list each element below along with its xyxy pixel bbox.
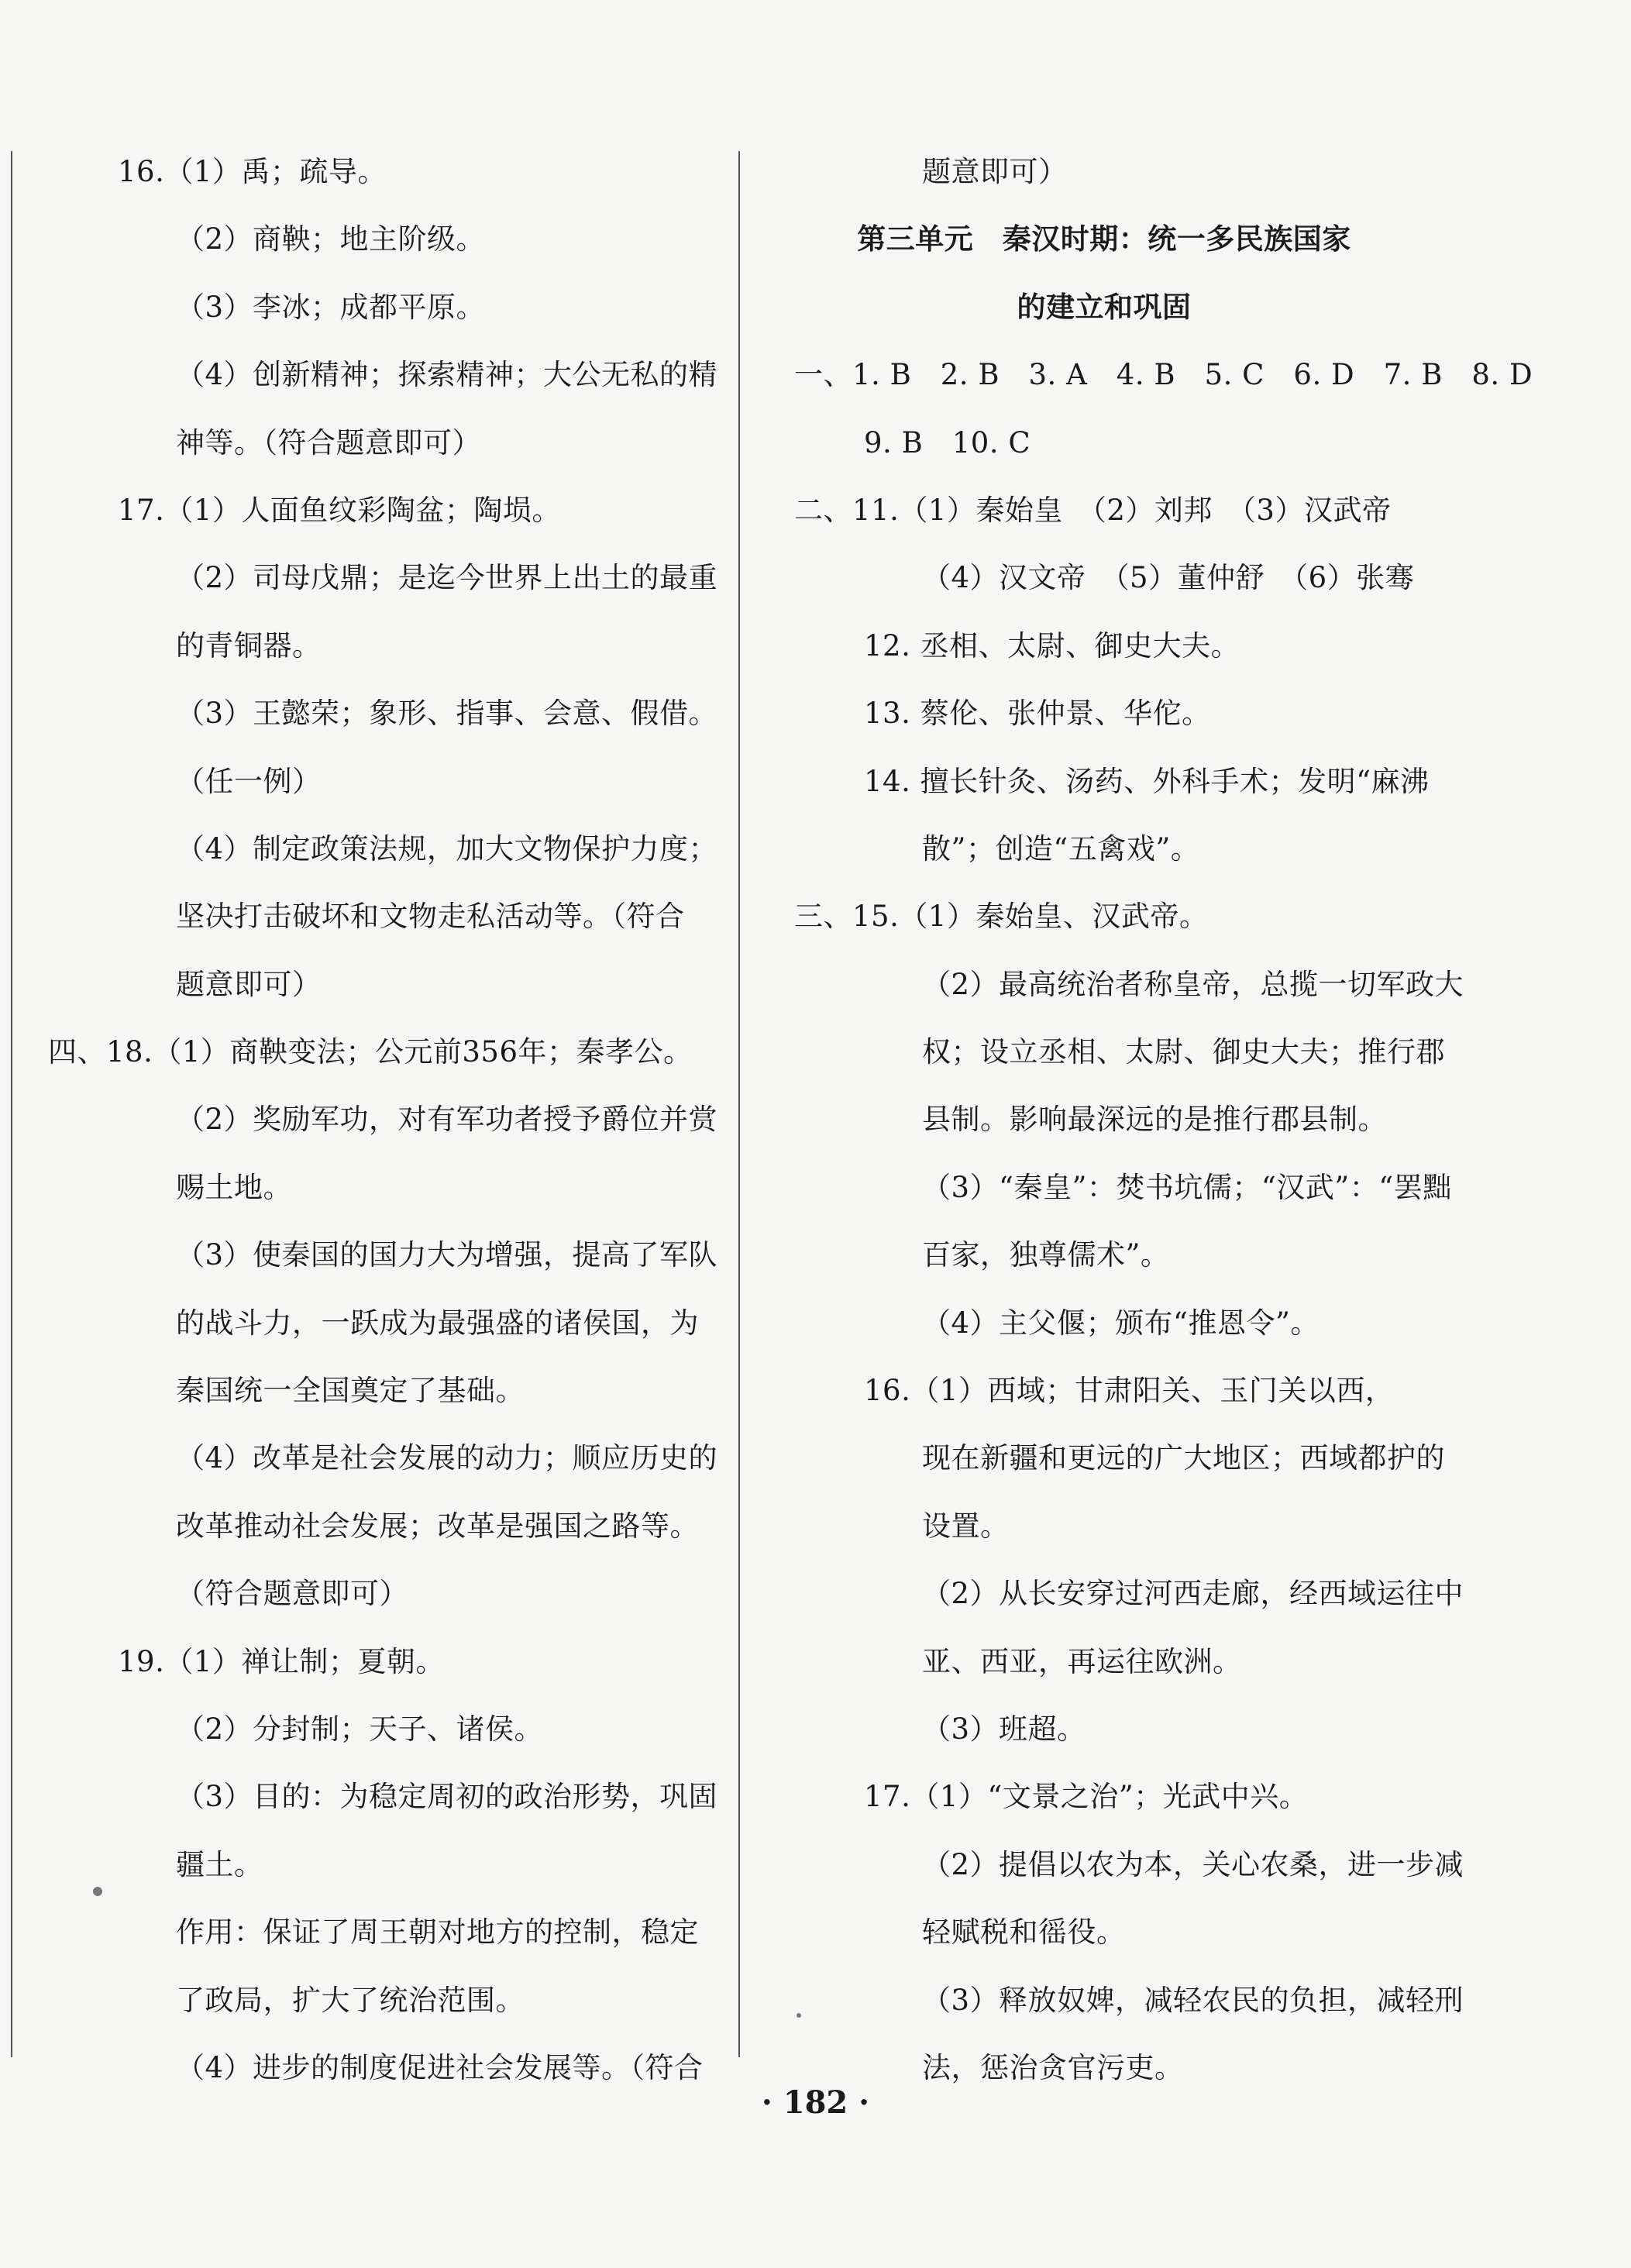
print-speck [93,1887,102,1896]
answer-line: 县制。影响最深远的是推行郡县制。 [922,1103,1387,1137]
answer-line: 现在新疆和更远的广大地区；西域都护的 [922,1441,1445,1475]
column-divider [738,151,740,2057]
answer-line: 第三单元 秦汉时期：统一多民族国家 [857,222,1351,256]
print-speck [797,2013,801,2018]
answer-line: 二、11.（1）秦始皇 （2）刘邦 （3）汉武帝 [794,493,1392,527]
answer-line: （4）改革是社会发展的动力；顺应历史的 [176,1441,718,1475]
answer-line: （2）最高统治者称皇帝，总揽一切军政大 [922,967,1464,1001]
left-margin-rule [11,151,12,2057]
answer-line: 轻赋税和徭役。 [922,1915,1126,1950]
answer-line: 神等。（符合题意即可） [176,425,481,459]
answer-line: 坚决打击破坏和文物走私活动等。（符合 [176,900,685,934]
answer-line: 散”；创造“五禽戏”。 [922,831,1200,866]
answer-line: （4）汉文帝 （5）董仲舒 （6）张骞 [922,561,1415,595]
answer-line: 亚、西亚，再运往欧洲。 [922,1644,1242,1678]
answer-line: 9. B 10. C [864,425,1031,459]
answer-line: 秦国统一全国奠定了基础。 [176,1374,525,1408]
answer-line: （3）“秦皇”：焚书坑儒；“汉武”：“罢黜 [922,1170,1452,1204]
answer-line: （4）制定政策法规，加大文物保护力度； [176,831,718,866]
answer-line: （4）主父偃；颁布“推恩令”。 [922,1306,1320,1340]
answer-line: 14. 擅长针灸、汤药、外科手术；发明“麻沸 [864,764,1430,798]
answer-line: 一、1. B 2. B 3. A 4. B 5. C 6. D 7. B 8. D [794,358,1533,392]
answer-line: 百家，独尊儒术”。 [922,1238,1170,1272]
answer-line: （2）提倡以农为本，关心农桑，进一步减 [922,1847,1464,1881]
answer-line: 赐土地。 [176,1170,292,1204]
answer-line: （3）目的：为稳定周初的政治形势，巩固 [176,1780,718,1814]
answer-line: 权；设立丞相、太尉、御史大夫；推行郡 [922,1035,1445,1069]
answer-line: （3）王懿荣；象形、指事、会意、假借。 [176,697,718,731]
page-number: · 182 · [761,2084,870,2121]
answer-line: （3）班超。 [922,1712,1086,1746]
answer-line: （2）司母戊鼎；是迄今世界上出土的最重 [176,561,718,595]
answer-line: 法，惩治贪官污吏。 [922,2050,1184,2084]
answer-line: （3）李冰；成都平原。 [176,290,486,324]
answer-line: 三、15.（1）秦始皇、汉武帝。 [794,900,1209,934]
answer-line: 设置。 [922,1509,1010,1543]
answer-line: 题意即可） [176,967,322,1001]
answer-line: 作用：保证了周王朝对地方的控制，稳定 [176,1915,699,1950]
answer-line: （符合题意即可） [176,1577,408,1611]
answer-line: 了政局，扩大了统治范围。 [176,1983,525,2017]
answer-line: 19.（1）禅让制；夏朝。 [118,1644,445,1678]
answer-line: （3）释放奴婢，减轻农民的负担，减轻刑 [922,1983,1464,2017]
answer-line: 疆土。 [176,1847,263,1881]
answer-line: 的战斗力，一跃成为最强盛的诸侯国，为 [176,1306,699,1340]
answer-line: （3）使秦国的国力大为增强，提高了军队 [176,1238,718,1272]
answer-line: （2）分封制；天子、诸侯。 [176,1712,544,1746]
answer-line: 题意即可） [922,155,1068,188]
answer-line: 16.（1）禹；疏导。 [118,155,387,188]
answer-line: （2）奖励军功，对有军功者授予爵位并赏 [176,1103,718,1137]
answer-line: 四、18.（1）商鞅变法；公元前356年；秦孝公。 [48,1035,693,1069]
answer-line: 13. 蔡伦、张仲景、华佗。 [864,697,1211,731]
answer-line: 17.（1）“文景之治”；光武中兴。 [864,1780,1309,1814]
answer-line: 的青铜器。 [176,628,322,663]
answer-line: 16.（1）西域；甘肃阳关、玉门关以西， [864,1374,1395,1408]
answer-line: （2）商鞅；地主阶级。 [176,222,486,256]
answer-line: （4）创新精神；探索精神；大公无私的精 [176,358,718,392]
answer-line: 的建立和巩固 [1017,289,1192,324]
answer-line: （任一例） [176,764,322,798]
answer-line: 改革推动社会发展；改革是强国之路等。 [176,1509,699,1543]
right-column [794,138,1533,2101]
answer-line: （2）从长安穿过河西走廊，经西域运往中 [922,1577,1464,1611]
answer-line: （4）进步的制度促进社会发展等。（符合 [176,2050,704,2084]
left-column [48,138,718,2101]
answer-line: 17.（1）人面鱼纹彩陶盆；陶埙。 [118,493,561,527]
answer-line: 12. 丞相、太尉、御史大夫。 [864,628,1240,663]
